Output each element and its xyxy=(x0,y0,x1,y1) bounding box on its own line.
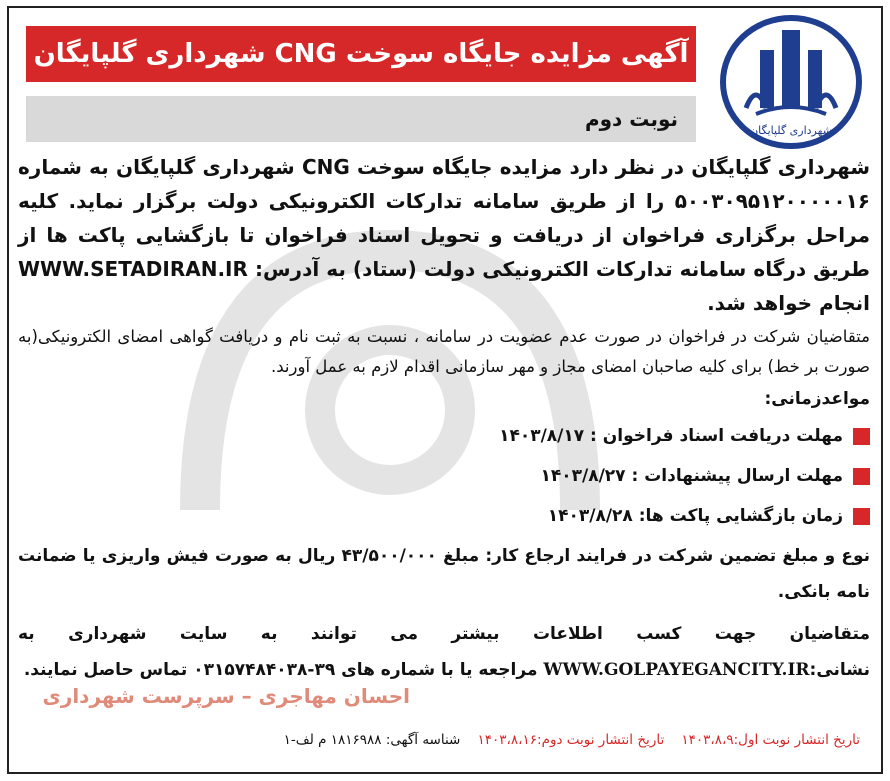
square-bullet-icon xyxy=(853,508,870,525)
schedule-title: مواعدزمانی: xyxy=(764,389,870,409)
contact-paragraph xyxy=(18,616,870,688)
intro-text-end: انجام خواهد شد. xyxy=(707,291,870,315)
ad-title: آگهی مزایده جایگاه سوخت CNG شهرداری گلپایگان xyxy=(33,39,689,69)
list-item xyxy=(18,496,870,536)
publication-footer xyxy=(284,732,860,748)
contact-text: متقاضیان جهت کسب اطلاعات بیشتر می توانند به سایت شهرداری به نشانی: xyxy=(18,624,870,680)
deposit-text: نوع و مبلغ تضمین شرکت در فرایند ارجاع کار: مبلغ ۴۳/۵۰۰/۰۰۰ ریال به صورت فیش واریزی یا ضمانت نامه بانکی. xyxy=(18,546,870,602)
schedule-item-label: مهلت دریافت اسناد فراخوان : ۱۴۰۳/۸/۱۷ xyxy=(499,426,843,446)
schedule-item-label: زمان بازگشایی پاکت ها: ۱۴۰۳/۸/۲۸ xyxy=(547,506,843,526)
round-label: نوبت دوم xyxy=(584,107,678,131)
logo-caption: شهرداری گلپایگان xyxy=(750,124,832,137)
city-url: WWW.GOLPAYEGANCITY.IR xyxy=(543,660,810,680)
schedule-item-label: مهلت ارسال پیشنهادات : ۱۴۰۳/۸/۲۷ xyxy=(540,466,843,486)
title-banner xyxy=(26,26,696,82)
contact-text-end: مراجعه یا با شماره های ۳۹-۰۳۱۵۷۴۸۴۰۳۸ تماس حاصل نمایند. xyxy=(23,660,544,680)
signer-name: احسان مهاجری – سرپرست شهرداری xyxy=(42,684,410,708)
intro-paragraph xyxy=(18,150,870,320)
first-publication-date: تاریخ انتشار نوبت اول:۱۴۰۳،۸،۹ xyxy=(681,732,860,748)
list-item xyxy=(18,456,870,496)
ad-id: شناسه آگهی: ۱۸۱۶۹۸۸ م لف-۱ xyxy=(283,732,461,748)
square-bullet-icon xyxy=(853,428,870,445)
ad-body xyxy=(18,150,870,688)
membership-note: متقاضیان شرکت در فراخوان در صورت عدم عضویت در سامانه ، نسبت به ثبت نام و دریافت گواهی امضای الکترونیکی(به صورت بر خط) برای کلیه صاحبان امضای مجاز و مهر سازمانی اقدام لازم به عمل آورند. xyxy=(18,327,870,376)
square-bullet-icon xyxy=(853,468,870,485)
list-item xyxy=(18,416,870,456)
schedule-list xyxy=(18,416,870,536)
intro-text: شهرداری گلپایگان در نظر دارد مزایده جایگاه سوخت CNG شهرداری گلپایگان به شماره ۵۰۰۳۰۹۵۱۲۰۰۰۰۰۱۶ را از طریق سامانه تدارکات الکترونیکی دولت برگزار نماید. کلیه مراحل برگزاری فراخوان از دریافت و تحویل اسناد فراخوان تا بازگشایی پاکت ها از طریق درگاه سامانه تدارکات الکترونیکی دولت (ستاد) به آدرس: xyxy=(18,155,871,281)
municipality-logo-icon xyxy=(716,12,866,152)
second-publication-date: تاریخ انتشار نوبت دوم:۱۴۰۳،۸،۱۶ xyxy=(477,732,665,748)
round-banner xyxy=(26,96,696,142)
setad-url: WWW.SETADIRAN.IR xyxy=(18,257,248,281)
